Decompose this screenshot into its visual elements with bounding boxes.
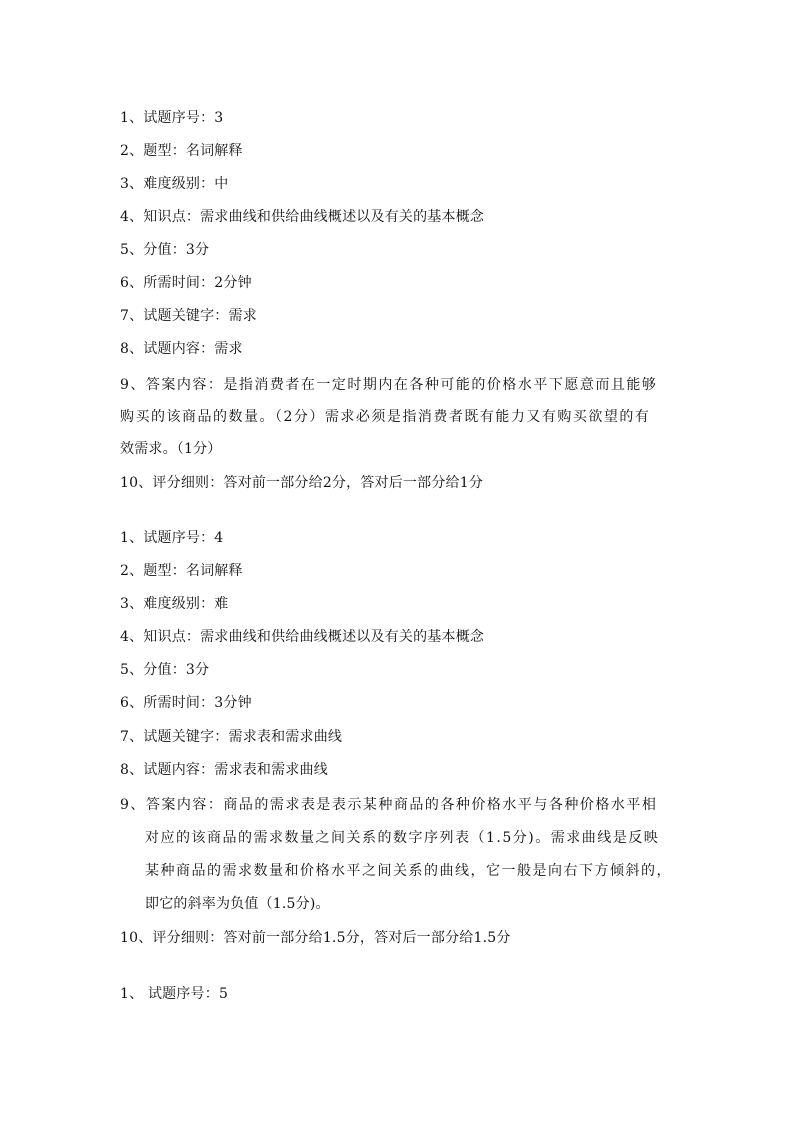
answer-line: 即它的斜率为负值（1.5分)。 (145, 896, 330, 912)
score-value: 5、分值：3分 (120, 242, 210, 258)
keywords: 7、试题关键字：需求 (120, 308, 257, 324)
question-serial: 1、试题序号：4 (120, 530, 224, 546)
answer-line: 9、答案内容：商品的需求表是表示某种商品的各种价格水平与各种价格水平相 (120, 797, 658, 813)
question-content: 8、试题内容：需求 (120, 341, 243, 357)
difficulty-level: 3、难度级别：难 (120, 596, 229, 612)
question-serial: 1、试题序号：3 (120, 110, 224, 126)
knowledge-point: 4、知识点：需求曲线和供给曲线概述以及有关的基本概念 (120, 629, 485, 645)
answer-line: 对应的该商品的需求数量之间关系的数字序列表（1.5分)。需求曲线是反映 (145, 830, 660, 846)
scoring-rule: 10、评分细则：答对前一部分给1.5分，答对后一部分给1.5分 (120, 930, 511, 946)
keywords: 7、试题关键字：需求表和需求曲线 (120, 729, 343, 745)
question-type: 2、题型：名词解释 (120, 563, 243, 579)
answer-line: 某种商品的需求数量和价格水平之间关系的曲线，它一般是向右下方倾斜的， (145, 863, 672, 879)
answer-line: 购买的该商品的数量。（2分）需求必须是指消费者既有能力又有购买欲望的有 (120, 409, 651, 425)
scoring-rule: 10、评分细则：答对前一部分给2分，答对后一部分给1分 (120, 475, 484, 491)
score-value: 5、分值：3分 (120, 662, 210, 678)
question-type: 2、题型：名词解释 (120, 143, 243, 159)
time-required: 6、所需时间：2分钟 (120, 275, 252, 291)
difficulty-level: 3、难度级别：中 (120, 176, 229, 192)
time-required: 6、所需时间：3分钟 (120, 695, 252, 711)
question-content: 8、试题内容：需求表和需求曲线 (120, 762, 328, 778)
answer-line: 效需求。（1分） (120, 441, 222, 457)
question-serial: 1、 试题序号：5 (120, 986, 229, 1002)
answer-line: 9、答案内容：是指消费者在一定时期内在各种可能的价格水平下愿意而且能够 (120, 377, 658, 393)
knowledge-point: 4、知识点：需求曲线和供给曲线概述以及有关的基本概念 (120, 209, 485, 225)
